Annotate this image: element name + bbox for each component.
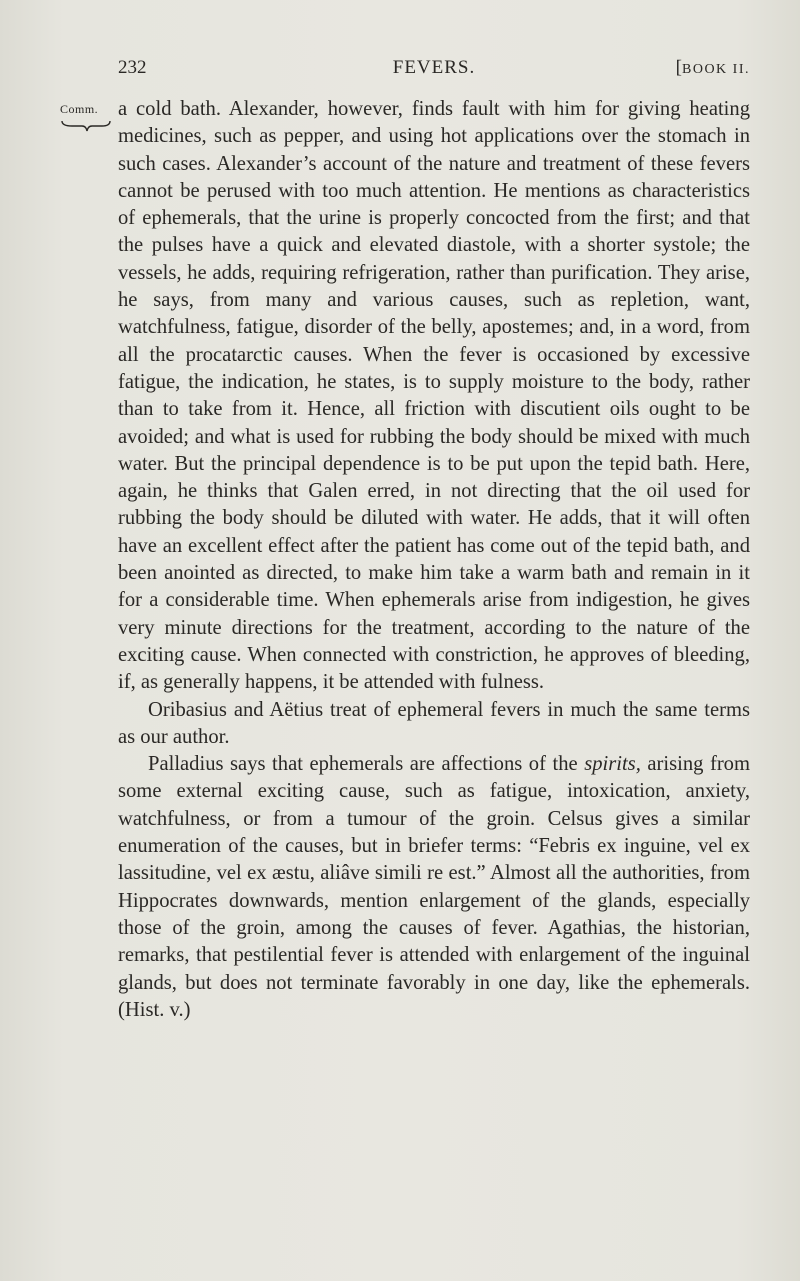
paragraph-text: Palladius says that ephemerals are affections of the	[148, 753, 585, 776]
paragraph: a cold bath. Alexander, however, finds fault with him for giving heating medicines, such as pepper, and using hot applications over the stomach in such cases. Alexander’s account of the nature and treatment of these fevers cannot be perused with too much attention. He mentions as characteristics of ephemerals, that the urine is properly concocted from the first; and that the pulses have a quick and elevated diastole, with a shorter systole; the vessels, he adds, requiring refrigeration, rather than purification. They arise, he says, from many and various causes, such as repletion, want, watchfulness, fatigue, disorder of the belly, apostemes; and, in a word, from all the procatarctic causes. When the fever is occasioned by excessive fatigue, the indication, he states, is to supply moisture to the body, rather than to take from it. Hence, all friction with discutient oils ought to be avoided; and what is used for rubbing the body should be mixed with much water. But the principal dependence is to be put upon the tepid bath. Here, again, he thinks that Galen erred, in not directing that the oil used for rubbing the body should be diluted with water. He adds, that it will often have an excellent effect after the patient has come out of the tepid bath, and been anointed as directed, to make him take a warm bath and remain in it for a considerable time. When ephemerals arise from indigestion, he gives very minute directions for the treatment, according to the nature of the exciting cause. When connected with constriction, he approves of bleeding, if, as generally happens, it be attended with fulness.	[118, 98, 750, 694]
body-text	[118, 96, 750, 1024]
paragraph	[118, 751, 750, 1024]
brace-mark	[60, 118, 112, 134]
running-title: FEVERS.	[392, 57, 476, 78]
running-head	[118, 54, 750, 82]
book-label	[676, 54, 750, 84]
margin-note-commentary: Comm.	[60, 102, 99, 116]
page-number: 232	[118, 57, 147, 78]
paragraph: Oribasius and Aëtius treat of ephemeral fevers in much the same terms as our author.	[118, 698, 750, 748]
book-label-text: BOOK II.	[682, 62, 750, 77]
paragraph-text: arising from some external exciting cause, such as fatigue, intoxication, anxiety, watchfulness, or from a tumour of the groin. Celsus gives a similar enumeration of the causes, but in briefer terms: “Febris ex inguine, vel ex lassitudine, vel ex æstu, aliâve simili re est.” Almost all the authorities, from Hippocrates downwards, mention enlargement of the glands, especially those of the groin, among the causes of fever. Agathias, the historian, remarks, that pestilential fever is attended with enlargement of the inguinal glands, but does not terminate favorably in one day, like the ephemerals. (Hist. v.)	[118, 753, 750, 1021]
book-bracket: [	[675, 57, 682, 78]
italic-word: spirits,	[584, 753, 641, 776]
